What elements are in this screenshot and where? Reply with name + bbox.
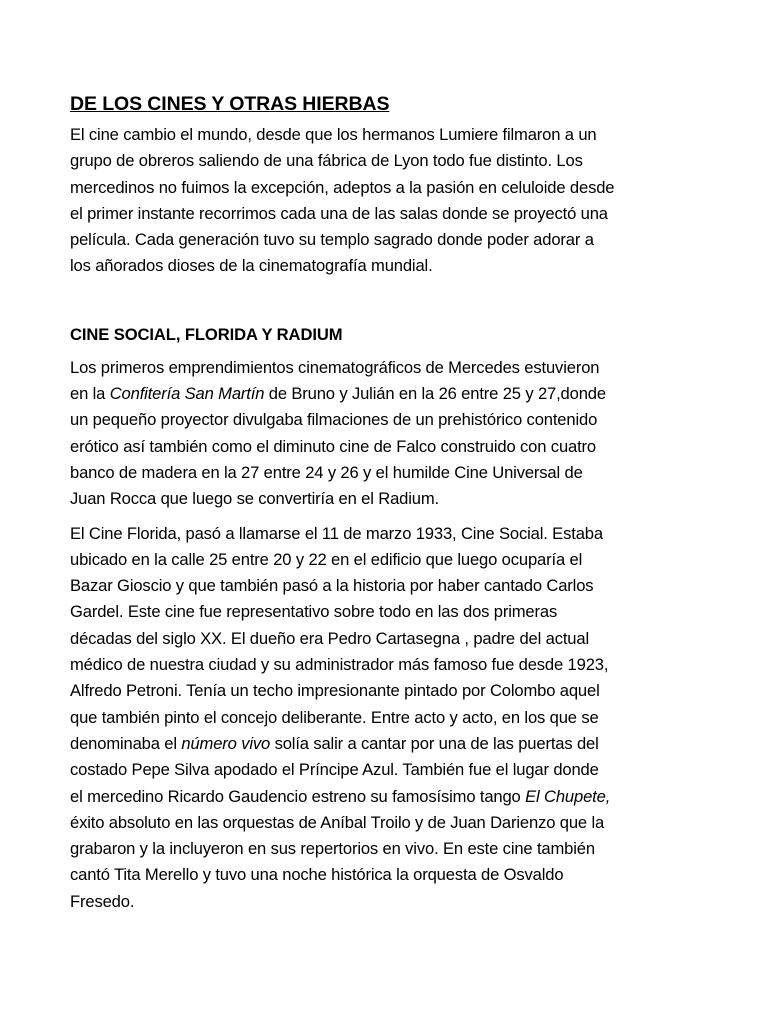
text-line: Bazar Gioscio y que también pasó a la historia por haber cantado Carlos bbox=[70, 576, 594, 596]
text-line: médico de nuestra ciudad y su administrador más famoso fue desde 1923, bbox=[70, 655, 609, 675]
italic-tango-title: El Chupete, bbox=[525, 786, 611, 806]
text-line: un pequeño proyector divulgaba filmaciones de un prehistórico contenido bbox=[70, 410, 598, 430]
italic-term: número vivo bbox=[181, 733, 271, 753]
text-line: ubicado en la calle 25 entre 20 y 22 en el edificio que luego ocuparía el bbox=[70, 549, 583, 569]
text-line: erótico así también como el diminuto cine de Falco construido con cuatro bbox=[70, 436, 597, 456]
text-line: Los primeros emprendimientos cinematográficos de Mercedes estuvieron bbox=[70, 357, 600, 377]
text-segment: en la bbox=[70, 384, 110, 404]
text-line: costado Pepe Silva apodado el Príncipe Azul. También fue el lugar donde bbox=[70, 760, 599, 780]
text-line: cantó Tita Merello y tuvo una noche histórica la orquesta de Osvaldo bbox=[70, 865, 564, 885]
text-line bbox=[70, 381, 710, 407]
text-line: banco de madera en la 27 entre 24 y 26 y el humilde Cine Universal de bbox=[70, 462, 583, 482]
text-line: Alfredo Petroni. Tenía un techo impresionante pintado por Colombo aquel bbox=[70, 681, 600, 701]
text-segment: el mercedino Ricardo Gaudencio estreno su famosísimo tango bbox=[70, 786, 526, 806]
text-line: mercedinos no fuimos la excepción, adeptos a la pasión en celuloide desde bbox=[70, 177, 615, 197]
text-line: el primer instante recorrimos cada una de las salas donde se proyectó una bbox=[70, 203, 608, 223]
document-page bbox=[70, 92, 710, 915]
italic-venue-name: Confitería San Martín bbox=[109, 384, 265, 404]
text-line bbox=[70, 731, 710, 757]
text-segment: de Bruno y Julián en la 26 entre 25 y 27,donde bbox=[264, 384, 606, 404]
section-title: CINE SOCIAL, FLORIDA Y RADIUM bbox=[70, 324, 343, 344]
text-line: grabaron y la incluyeron en sus repertorios en vivo. En este cine también bbox=[70, 839, 595, 859]
paragraph-early-cinemas bbox=[70, 355, 710, 513]
text-segment: solía salir a cantar por una de las puertas del bbox=[270, 733, 599, 753]
text-line: que también pinto el concejo deliberante. Entre acto y acto, en los que se bbox=[70, 707, 599, 727]
text-line: película. Cada generación tuvo su templo sagrado donde poder adorar a bbox=[70, 230, 594, 250]
text-line: Fresedo. bbox=[70, 891, 135, 911]
text-line: Juan Rocca que luego se convertiría en el Radium. bbox=[70, 489, 439, 509]
paragraph-cine-florida bbox=[70, 521, 710, 915]
text-line: El Cine Florida, pasó a llamarse el 11 de marzo 1933, Cine Social. Estaba bbox=[70, 523, 603, 543]
text-line: éxito absoluto en las orquestas de Aníbal Troilo y de Juan Darienzo que la bbox=[70, 812, 605, 832]
intro-paragraph bbox=[70, 122, 710, 280]
text-line: Gardel. Este cine fue representativo sobre todo en las dos primeras bbox=[70, 602, 558, 622]
document-title: DE LOS CINES Y OTRAS HIERBAS bbox=[70, 93, 390, 115]
text-line: los añorados dioses de la cinematografía mundial. bbox=[70, 256, 433, 276]
text-line: décadas del siglo XX. El dueño era Pedro Cartasegna , padre del actual bbox=[70, 628, 590, 648]
text-line: El cine cambio el mundo, desde que los hermanos Lumiere filmaron a un bbox=[70, 125, 597, 144]
text-segment: denominaba el bbox=[70, 733, 182, 753]
text-line: grupo de obreros saliendo de una fábrica de Lyon todo fue distinto. Los bbox=[70, 151, 583, 171]
text-line bbox=[70, 784, 710, 810]
